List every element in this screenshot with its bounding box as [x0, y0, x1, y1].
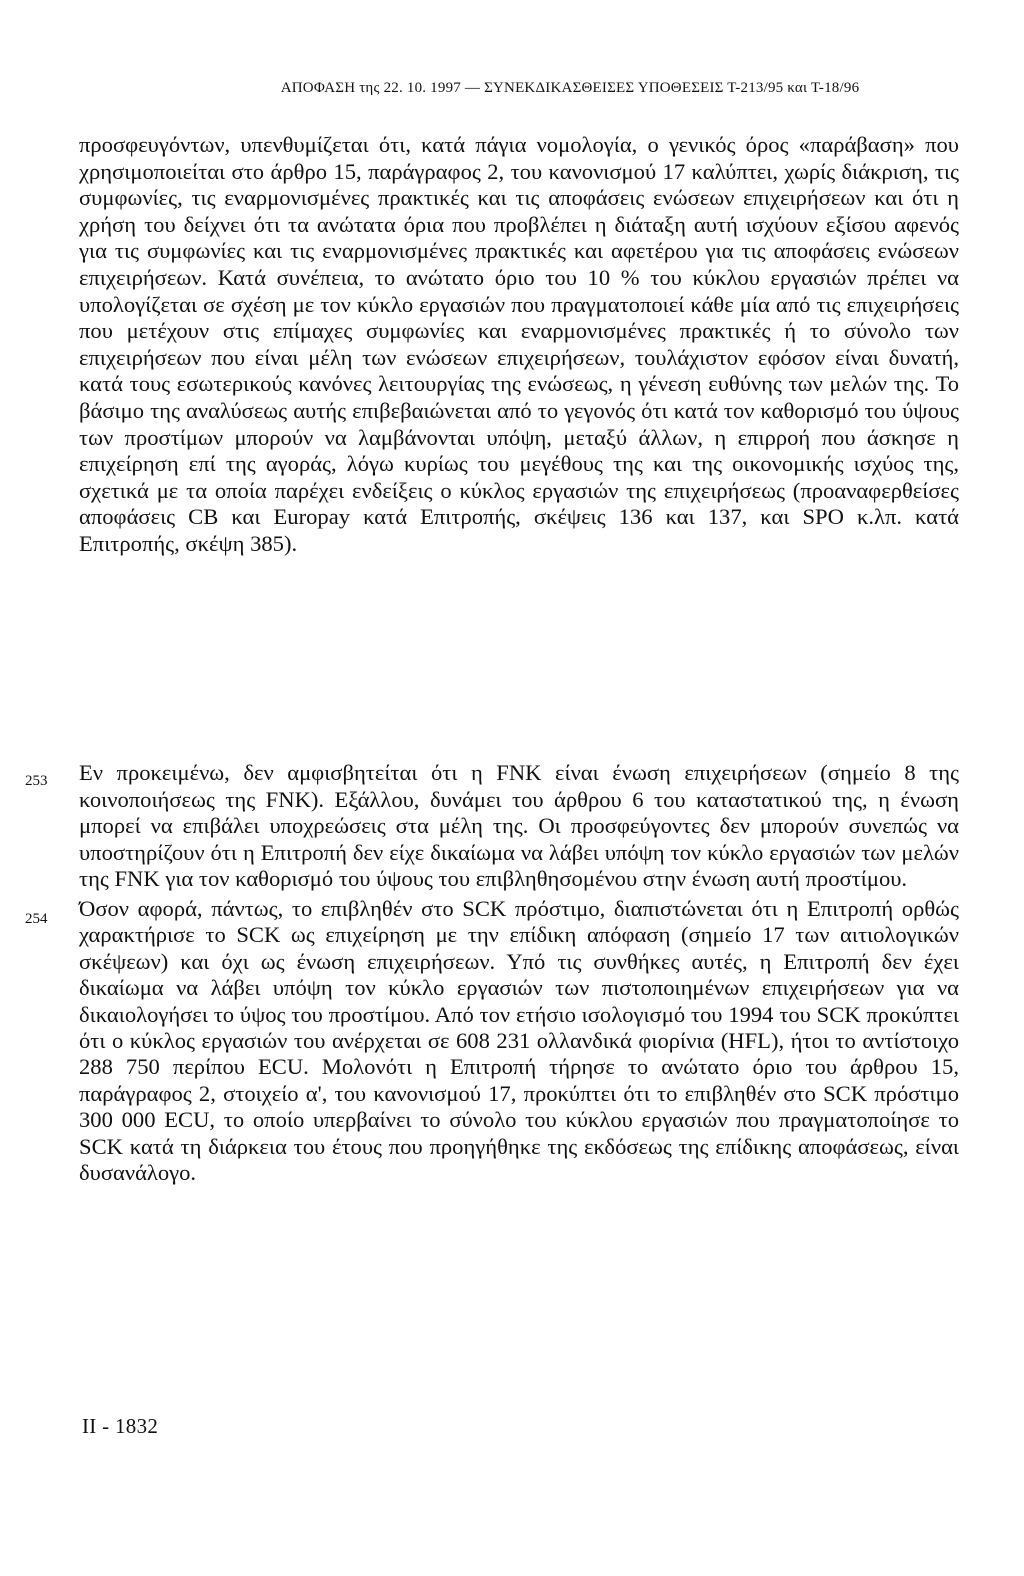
paragraph-254: Όσον αφορά, πάντως, το επιβληθέν στο SCK πρόστιμο, διαπιστώνεται ότι η Επιτροπή ορθώς χαρακτήρισε το SCK ως επιχείρηση με την επίδικη απόφαση (σημείο 17 των αιτιολογικών σκέψεων) και όχι ως ένωση επιχειρήσεων. Υπό τις συνθήκες αυτές, η Επιτροπή δεν έχει δικαίωμα να λάβει υπόψη τον κύκλο εργασιών των πιστοποιημένων επιχειρήσεων για να δικαιολογήσει το ύψος του προστίμου. Από τον ετήσιο ισολογισμό του 1994 του SCK προκύπτει ότι ο κύκλος εργασιών του ανέρχεται σε 608 231 ολλανδικά φιορίνια (HFL), ήτοι το αντίστοιχο 288 750 περίπου ECU. Μολονότι η Επιτροπή τήρησε το ανώτατο όριο του άρθρου 15, παράγραφος 2, στοιχείο α', του κανονισμού 17, προκύπτει ότι το επιβληθέν στο SCK πρόστιμο 300 000 ECU, το οποίο υπερβαίνει το σύνολο του κύκλου εργασιών που πραγματοποίησε το SCK κατά τη διάρκεια του έτους που προηγήθηκε της εκδόσεως της επίδικης αποφάσεως, είναι δυσανάλογο.	[79, 896, 959, 1186]
page-number: II - 1832	[82, 1414, 159, 1438]
paragraph-number: 254	[25, 911, 48, 927]
paragraph-number: 253	[25, 773, 48, 789]
running-header: ΑΠΟΦΑΣΗ της 22. 10. 1997 — ΣΥΝΕΚΔΙΚΑΣΘΕΙΣΕΣ ΥΠΟΘΕΣΕΙΣ Τ-213/95 και Τ-18/96	[280, 80, 860, 96]
paragraph-253: Εν προκειμένω, δεν αμφισβητείται ότι η FNK είναι ένωση επιχειρήσεων (σημείο 8 της κοινοποιήσεως της FNK). Εξάλλου, δυνάμει του άρθρου 6 του καταστατικού της, η ένωση μπορεί να επιβάλει υποχρεώσεις στα μέλη της. Οι προσφεύγοντες δεν μπορούν συνεπώς να υποστηρίζουν ότι η Επιτροπή δεν είχε δικαίωμα να λάβει υπόψη τον κύκλο εργασιών των μελών της FNK για τον καθορισμό του ύψους του επιβληθησομένου στην ένωση αυτή προστίμου.	[79, 760, 959, 892]
paragraph-continued: προσφευγόντων, υπενθυμίζεται ότι, κατά πάγια νομολογία, ο γενικός όρος «παράβαση» που χρησιμοποιείται στο άρθρο 15, παράγραφος 2, του κανονισμού 17 καλύπτει, χωρίς διάκριση, τις συμφωνίες, τις εναρμονισμένες πρακτικές και τις αποφάσεις ενώσεων επιχειρήσεων και ότι η χρήση του δείχνει ότι τα ανώτατα όρια που προβλέπει η διάταξη αυτή ισχύουν εξίσου αφενός για τις συμφωνίες και τις εναρμονισμένες πρακτικές και αφετέρου για τις αποφάσεις ενώσεων επιχειρήσεων. Κατά συνέπεια, το ανώτατο όριο του 10 % του κύκλου εργασιών πρέπει να υπολογίζεται σε σχέση με τον κύκλο εργασιών που πραγματοποιεί κάθε μία από τις επιχειρήσεις που μετέχουν στις επίμαχες συμφωνίες και εναρμονισμένες πρακτικές ή το σύνολο των επιχειρήσεων που είναι μέλη των ενώσεων επιχειρήσεων, τουλάχιστον εφόσον είναι δυνατή, κατά τους εσωτερικούς κανόνες λειτουργίας της ενώσεως, η γένεση ευθύνης των μελών της. Το βάσιμο της αναλύσεως αυτής επιβεβαιώνεται από το γεγονός ότι κατά τον καθορισμό του ύψους των προστίμων μπορούν να λαμβάνονται υπόψη, μεταξύ άλλων, η επιρροή που άσκησε η επιχείρηση επί της αγοράς, λόγω κυρίως του μεγέθους της και της οικονομικής ισχύος της, σχετικά με τα οποία παρέχει ενδείξεις ο κύκλος εργασιών της επιχειρήσεως (προαναφερθείσες αποφάσεις CB και Europay κατά Επιτροπής, σκέψεις 136 και 137, και SPO κ.λπ. κατά Επιτροπής, σκέψη 385).	[79, 132, 959, 556]
